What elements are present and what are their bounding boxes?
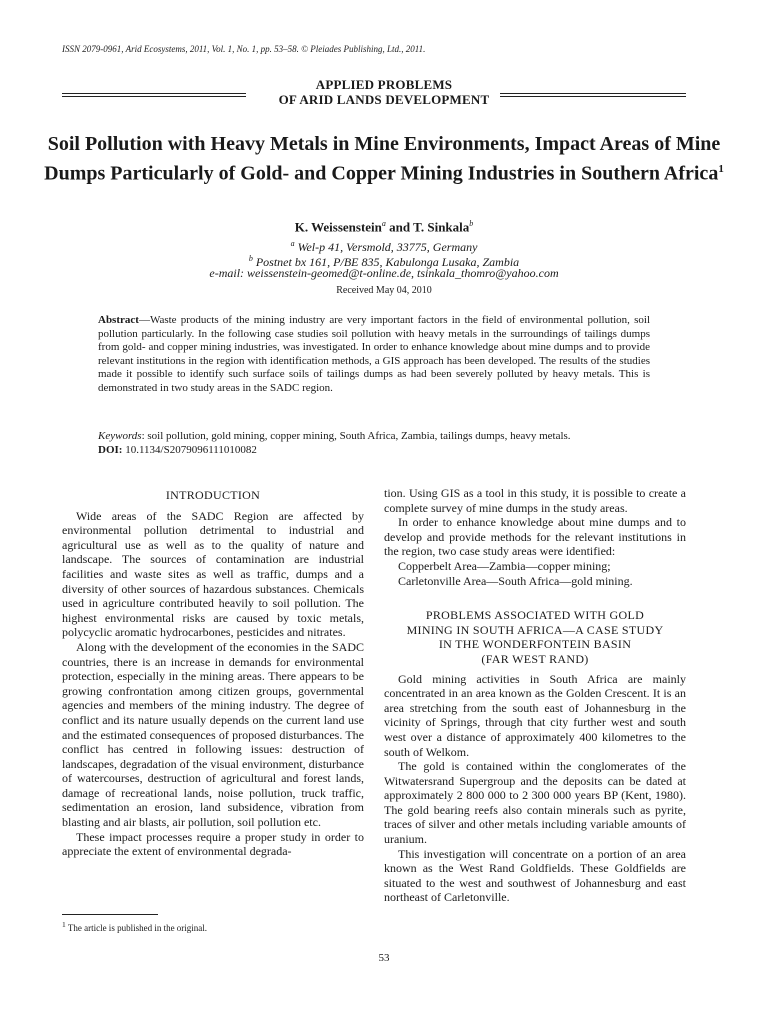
journal-citation-line: ISSN 2079-0961, Arid Ecosystems, 2011, Vol. 1, No. 1, pp. 53–58. © Pleiades Publishing, Ltd., 2011.: [62, 44, 426, 54]
article-title-text: Soil Pollution with Heavy Metals in Mine Environments, Impact Areas of Mine Dumps Particularly of Gold- and Copper Mining Industries in Southern Africa: [44, 133, 721, 185]
affiliation-b-text: Postnet bx 161, P/BE 835, Kabulonga Lusaka, Zambia: [252, 255, 520, 269]
introduction-heading: INTRODUCTION: [165, 488, 261, 502]
footnote-rule: [62, 914, 158, 915]
abstract: [98, 314, 650, 395]
footnote-mark: 1: [62, 920, 66, 929]
footnote-text: The article is published in the original.: [65, 923, 208, 933]
rubric-heading: [0, 77, 768, 107]
gold-mining-heading-line-4: (FAR WEST RAND): [481, 651, 589, 666]
page-number: 53: [378, 952, 390, 964]
gold-mining-heading-line-2: MINING IN SOUTH AFRICA—A CASE STUDY: [406, 622, 664, 637]
author-2: T. Sinkala: [413, 219, 470, 235]
gold-mining-heading-line-3: IN THE WONDERFONTEIN BASIN: [438, 637, 632, 652]
authors-and: and: [385, 219, 414, 235]
abstract-label: Abstract: [98, 314, 139, 326]
doi-line: [98, 443, 658, 457]
right-paragraph-2: In order to enhance knowledge about mine dumps and to develop and provide methods for the relevant institutions in the region, two case study areas were identified:: [384, 515, 686, 559]
keywords-line: [98, 429, 658, 443]
doi-text: 10.1134/S2079096111010082: [122, 444, 257, 456]
intro-paragraph-3: These impact processes require a proper study in order to appreciate the extent of environmental degrada-: [62, 829, 364, 859]
title-footnote-mark: 1: [718, 163, 724, 175]
gold-paragraph-3: This investigation will concentrate on a portion of an area known as the West Rand Goldfields. These Goldfields are situated to the west and southwest of Johannesburg and east northeast of Carletonville.: [384, 846, 686, 905]
rubric-line-2: OF ARID LANDS DEVELOPMENT: [278, 92, 490, 107]
author-2-affil-mark: b: [469, 219, 474, 228]
study-area-item-2: Carletonville Area—South Africa—gold mining.: [398, 573, 633, 588]
gold-mining-heading-line-1: PROBLEMS ASSOCIATED WITH GOLD: [425, 608, 645, 623]
right-column: [384, 486, 686, 905]
abstract-text: —Waste products of the mining industry are very important factors in the field of environmental pollution, soil pollution particularly. In the following case studies soil pollution with heavy metals in the surroundings of tailings dumps from gold- and copper mining industries, was investigated. In order to enhance knowledge about mine dumps and to provide relevant institutions in the region with identification methods, a GIS approach has been developed. The results of the studies made it possible to identify such surface soils of tailings dumps as had been severely polluted by heavy metals. This is demonstrated in two study areas in the SADC region.: [98, 314, 650, 394]
author-1-affil-mark: a: [381, 219, 386, 228]
rubric-line-1: APPLIED PROBLEMS: [315, 77, 453, 92]
footnote: [62, 920, 207, 933]
intro-paragraph-1: Wide areas of the SADC Region are affected by environmental pollution detrimental to industrial and agricultural use as well as to the quality of nature and landscape. The sources of contamination are industrial facilities and waste sites as well as traffic, dumps and a diversity of other sources of hazardous substances. Chemicals used in agriculture contributed heavily to soil pollution. The highest environmental risks are caused by toxic metals, polycyclic aromatic hydrocarbones, pesticides and nitrates.: [62, 508, 364, 640]
keywords-text: : soil pollution, gold mining, copper mining, South Africa, Zambia, tailings dumps, heavy metals.: [141, 430, 571, 442]
affiliation-b-mark: b: [248, 254, 253, 263]
study-area-item-1: Copperbelt Area—Zambia—copper mining;: [398, 558, 611, 573]
article-title: [40, 132, 728, 187]
received-date: Received May 04, 2010: [336, 285, 432, 296]
gold-paragraph-1: Gold mining activities in South Africa are mainly concentrated in an area known as the Golden Crescent. It is an area stretching from the south east of Johannesburg in the vicinity of Springs, through that city further west and south west over a distance of approximately 400 kilometres to the south of Welkom.: [384, 671, 686, 759]
intro-paragraph-2: Along with the development of the economies in the SADC countries, there is an increase in demands for environmental protection, especially in the mining areas. There appears to be growing confrontation among citizen groups, governmental agencies and members of the mining industry. The degree of conflict and its nature usually depends on the current land use and the estimated consequences of proposed disturbances. The conflict has centred in following issues: destruction of landscapes, degradation of the visual environment, disturbance of watercourses, destruction of agricultural and forest lands, damage of recreational lands, noise pollution, truck traffic, sedimentation an erosion, land subsidence, vibration from blasting and air blasts, air pollution, soil pollution etc.: [62, 639, 364, 830]
author-emails: e-mail: weissenstein-geomed@t-online.de, tsinkala_thomro@yahoo.com: [209, 266, 559, 280]
doi-label: DOI:: [98, 444, 123, 456]
gold-mining-heading: [384, 608, 686, 666]
affiliation-a-mark: a: [290, 239, 295, 248]
author-1: K. Weissenstein: [294, 219, 382, 235]
authors-line: [0, 219, 768, 235]
gold-paragraph-2: The gold is contained within the conglomerates of the Witwatersrand Supergroup and the deposits can be dated at approximately 2 800 000 to 2 300 000 years BP (Kent, 1980). The gold bearing reefs also contain minerals such as pyrite, traces of silver and other metals including variable amounts of uranium.: [384, 759, 686, 847]
left-column: [62, 488, 364, 859]
affiliation-a-text: Wel-p 41, Versmold, 33775, Germany: [294, 240, 478, 254]
keywords-block: [98, 429, 658, 457]
keywords-label: Keywords: [98, 430, 142, 442]
right-paragraph-1: tion. Using GIS as a tool in this study, it is possible to create a complete survey of mine dumps in the study areas.: [384, 486, 686, 515]
